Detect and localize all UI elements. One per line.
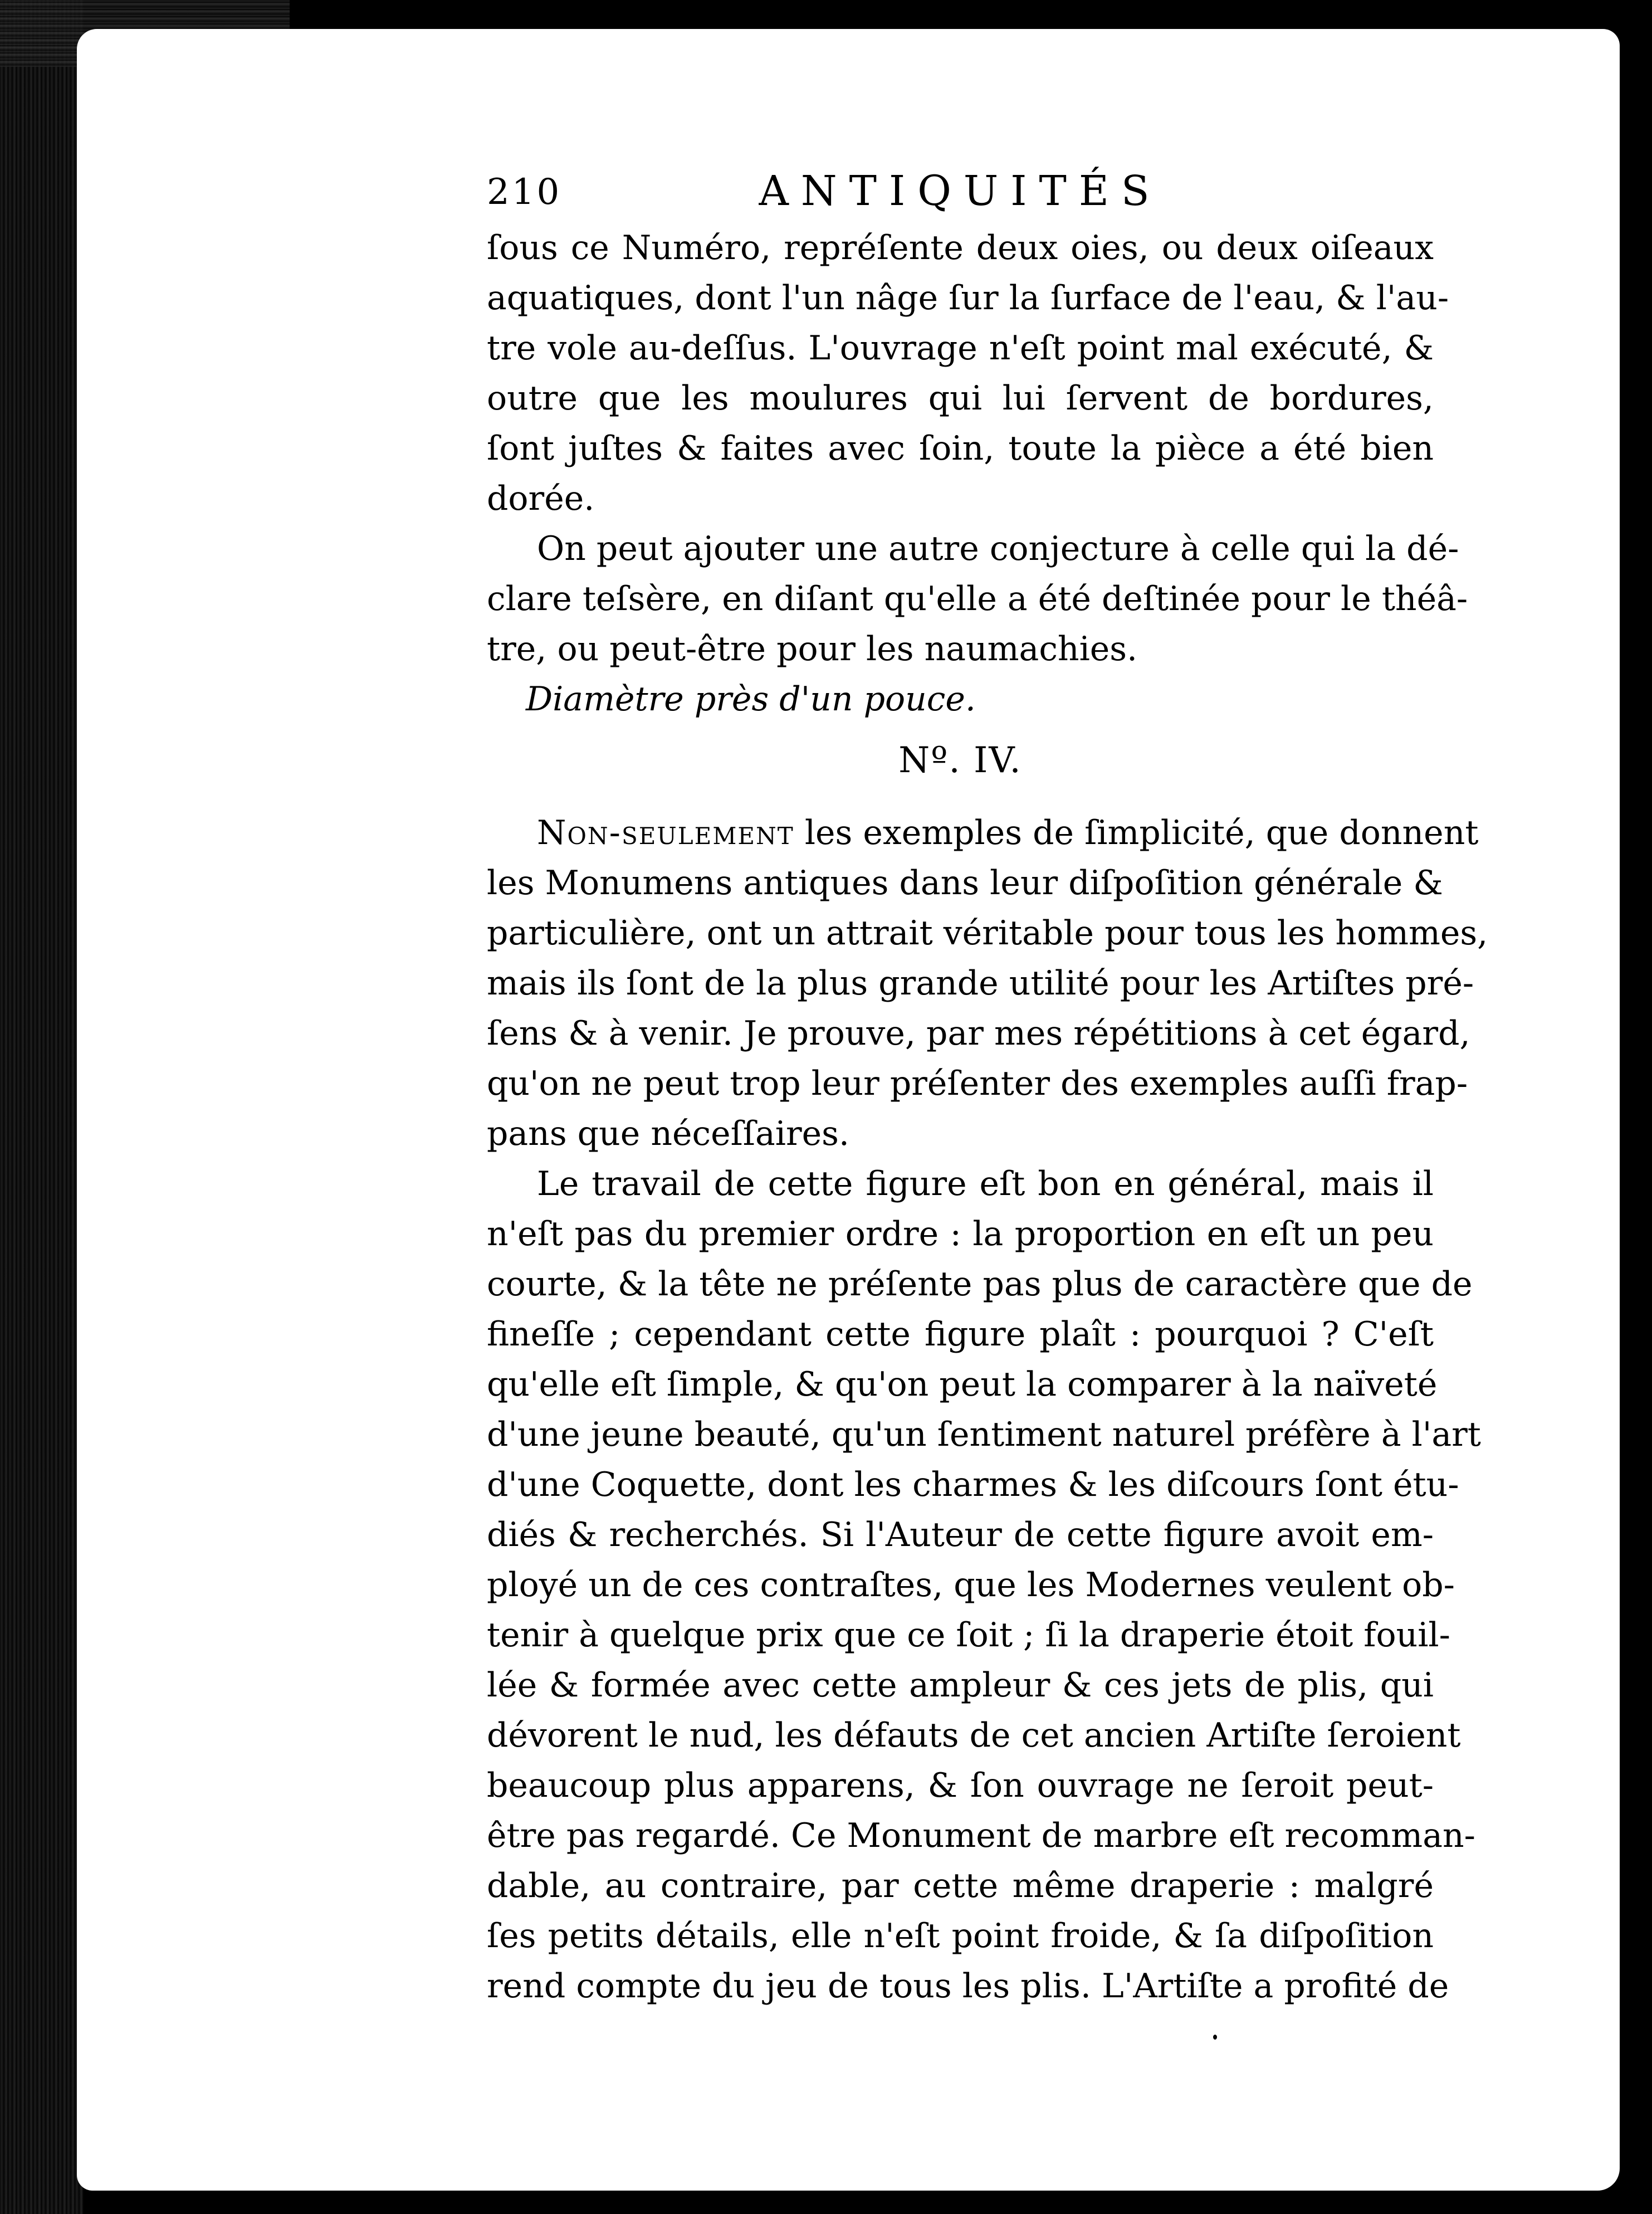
text-line: clare teſsère, en diſant qu'elle a été deſtinée pour le théâ- [487, 579, 1468, 618]
text-line: beaucoup plus apparens, & ſon ouvrage ne ſeroit peut- [487, 1766, 1434, 1805]
ink-speck [1213, 2035, 1217, 2040]
running-title: ANTIQUITÉS [759, 167, 1162, 215]
text-line: les Monumens antiques dans leur diſpoſition générale & [487, 864, 1443, 903]
text-line: fineſſe ; cependant cette figure plaît : pourquoi ? C'eſt [487, 1315, 1434, 1354]
text-line: outre que les moulures qui lui ſervent de bordures, [487, 379, 1434, 418]
paragraph-1 [487, 223, 1449, 524]
text-line: lée & formée avec cette ampleur & ces jets de plis, qui [487, 1666, 1434, 1705]
text-line: Le travail de cette figure eſt bon en général, mais il [537, 1164, 1434, 1203]
text-line: particulière, ont un attrait véritable pour tous les hommes, [487, 914, 1488, 953]
first-line-rest: les exemples de ſimplicité, que donnent [794, 813, 1479, 852]
text-line: ployé un de ces contraſtes, que les Modernes veulent ob- [487, 1566, 1455, 1605]
text-line: mais ils ſont de la plus grande utilité pour les Artiſtes pré- [487, 964, 1474, 1003]
text-line: ſous ce Numéro, repréſente deux oies, ou deux oiſeaux [487, 228, 1434, 267]
text-line: dable, au contraire, par cette même draperie : malgré [487, 1866, 1434, 1905]
text-line [487, 808, 1479, 858]
text-line: qu'elle eſt ſimple, & qu'on peut la comparer à la naïveté [487, 1365, 1438, 1404]
scan-edge-left [0, 0, 84, 2214]
text-line: ſes petits détails, elle n'eſt point froide, & ſa diſpoſition [487, 1916, 1434, 1955]
text-line: aquatiques, dont l'un nâge ſur la ſurface de l'eau, & l'au- [487, 279, 1449, 318]
text-line: d'une jeune beauté, qu'un ſentiment naturel préfère à l'art [487, 1415, 1481, 1454]
paragraph-2 [487, 524, 1468, 674]
text-line: qu'on ne peut trop leur préſenter des exemples auſſi frap- [487, 1064, 1468, 1103]
paragraph-3 [487, 808, 1488, 1159]
text-line: dévorent le nud, les défauts de cet ancien Artiſte ſeroient [487, 1716, 1461, 1755]
text-line: rend compte du jeu de tous les plis. L'Artiſte a profité de [487, 1967, 1449, 2006]
section-title: Nº. IV. [898, 740, 1022, 781]
text-line: pans que néceſſaires. [487, 1114, 850, 1153]
text-line: ſens & à venir. Je prouve, par mes répétitions à cet égard, [487, 1014, 1470, 1053]
page-content [487, 162, 1488, 2011]
page-header [487, 162, 1434, 223]
text-line: courte, & la tête ne préſente pas plus de caractère que de [487, 1265, 1473, 1304]
text-line: On peut ajouter une autre conjecture à celle qui la dé- [537, 529, 1459, 568]
text-line: tre, ou peut-être pour les naumachies. [487, 630, 1138, 669]
text-line: n'eſt pas du premier ordre : la proportion en eſt un peu [487, 1215, 1434, 1254]
text-line: d'une Coquette, dont les charmes & les diſcours ſont étu- [487, 1465, 1459, 1504]
text-line: ſont juſtes & faites avec ſoin, toute la pièce a été bien [487, 429, 1434, 468]
page-number: 210 [487, 172, 562, 213]
lead-word: Non-seulement [537, 813, 794, 852]
dimension-note: Diamètre près d'un pouce. [526, 680, 976, 719]
text-line: être pas regardé. Ce Monument de marbre eſt recomman- [487, 1816, 1475, 1855]
text-line: tenir à quelque prix que ce ſoit ; ſi la draperie étoit fouil- [487, 1616, 1450, 1655]
text-line: tre vole au-deſſus. L'ouvrage n'eſt point mal exécuté, & [487, 329, 1434, 368]
text-line: dorée. [487, 479, 595, 518]
text-line: diés & recherchés. Si l'Auteur de cette figure avoit em- [487, 1515, 1434, 1554]
paragraph-4 [487, 1159, 1481, 2011]
